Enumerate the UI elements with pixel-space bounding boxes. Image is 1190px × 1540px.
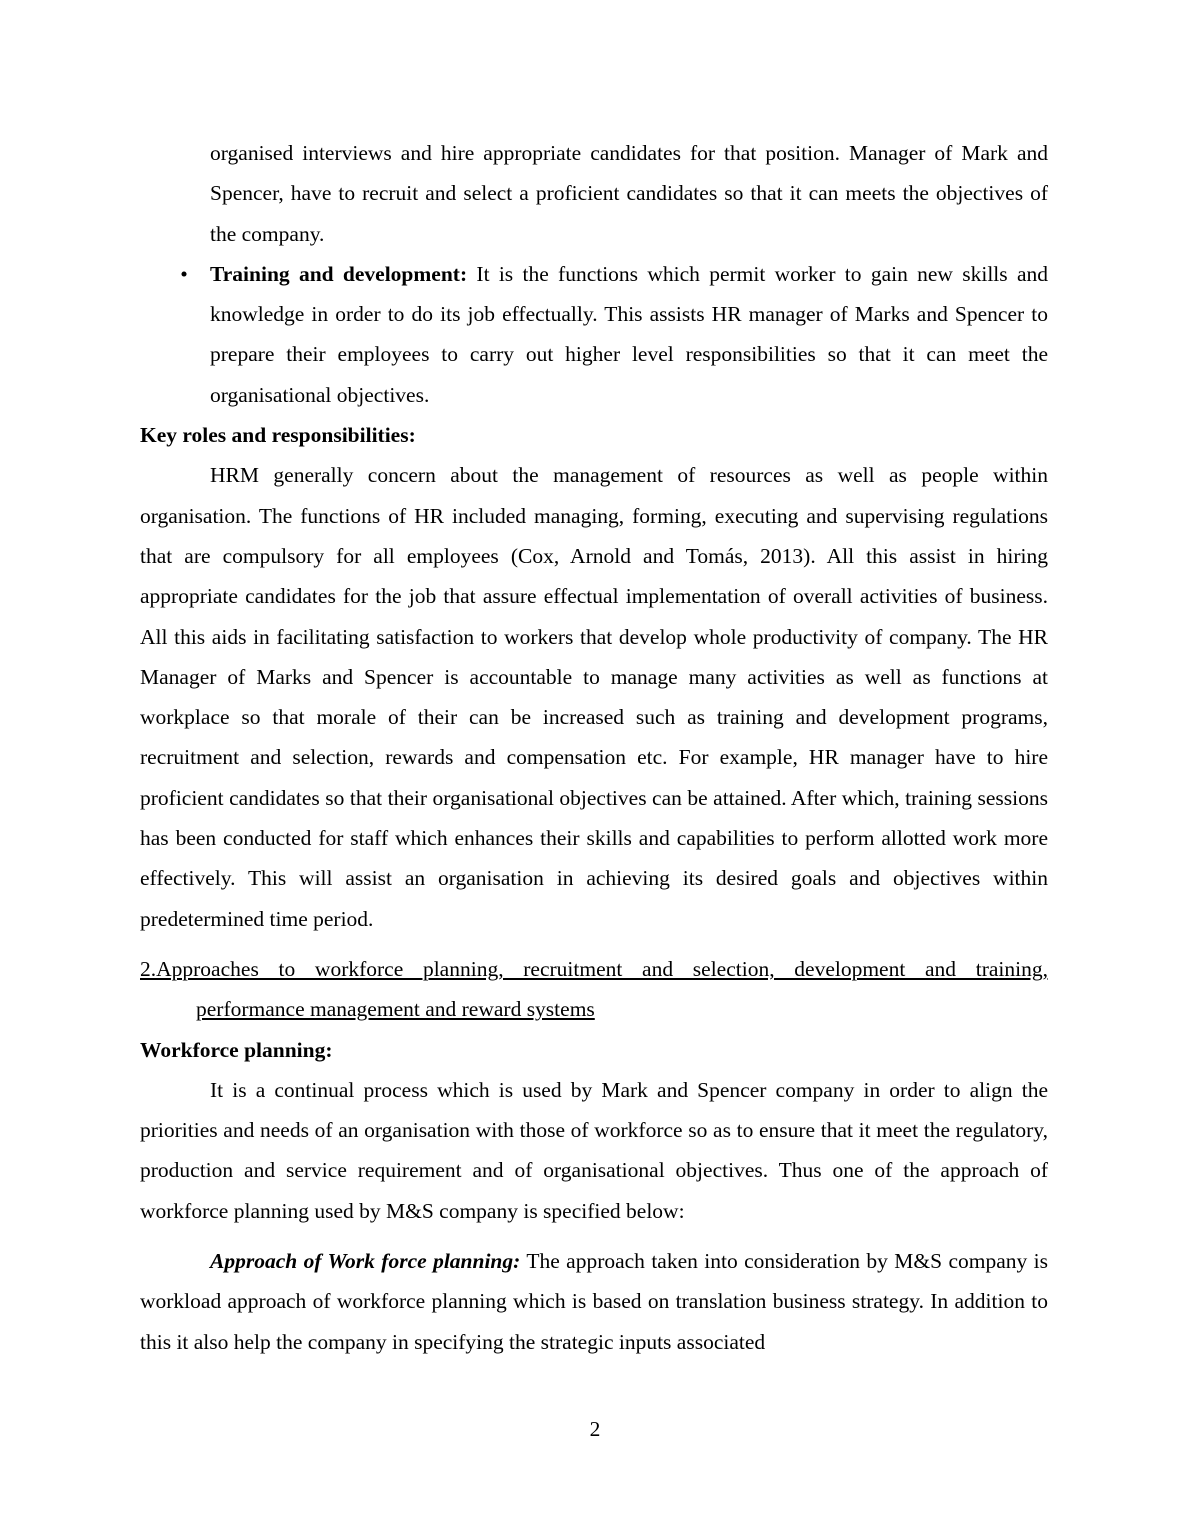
page-number: 2 (589, 1417, 601, 1441)
section-heading (140, 949, 1048, 1030)
section-heading-line1: 2.Approaches to workforce planning, recruitment and selection, development and training, (140, 956, 1048, 981)
approach-paragraph (140, 1241, 1048, 1362)
training-bullet-item (180, 254, 1048, 415)
training-bullet-text: It is the functions which permit worker to gain new skills and knowledge in order to do its job effectually. This assists HR manager of Marks and Spencer to prepare their employees to carry out higher level responsibilities so that it can meet the organisational objectives. (210, 261, 1048, 407)
workforce-planning-paragraph: It is a continual process which is used by Mark and Spencer company in order to align the priorities and needs of an organisation with those of workforce so as to ensure that it meet the regulatory, production and service requirement and of organisational objectives. Thus one of the approach of workforce planning used by M&S company is specified below: (140, 1077, 1048, 1223)
workforce-planning-heading: Workforce planning: (140, 1037, 333, 1062)
key-roles-heading: Key roles and responsibilities: (140, 423, 416, 448)
approach-text: The approach taken into consideration by M&S company is workload approach of workforce planning which is based on translation business strategy. In addition to this it also help the company in specifying the strategic inputs associated (140, 1249, 1048, 1354)
approach-label: Approach of Work force planning: (210, 1249, 521, 1274)
document-page (140, 133, 1048, 1362)
recruitment-continuation-paragraph: organised interviews and hire appropriate candidates for that position. Manager of Mark and Spencer, have to recruit and select a proficient candidates so that it can meets the objectives of the company. (210, 141, 1048, 246)
section-heading-line2: performance management and reward systems (196, 997, 595, 1022)
bullet-icon: • (180, 261, 188, 286)
key-roles-paragraph: HRM generally concern about the management of resources as well as people within organisation. The functions of HR included managing, forming, executing and supervising regulations that are compulsory for all employees (Cox, Arnold and Tomás, 2013). All this assist in hiring appropriate candidates for the job that assure effectual implementation of overall activities of business. All this aids in facilitating satisfaction to workers that develop whole productivity of company. The HR Manager of Marks and Spencer is accountable to manage many activities as well as functions at workplace so that morale of their can be increased such as training and development programs, recruitment and selection, rewards and compensation etc. For example, HR manager have to hire proficient candidates so that their organisational objectives can be attained. After which, training sessions has been conducted for staff which enhances their skills and capabilities to perform allotted work more effectively. This will assist an organisation in achieving its desired goals and objectives within predetermined time period. (140, 463, 1048, 931)
training-bullet-label: Training and development: (210, 261, 468, 286)
